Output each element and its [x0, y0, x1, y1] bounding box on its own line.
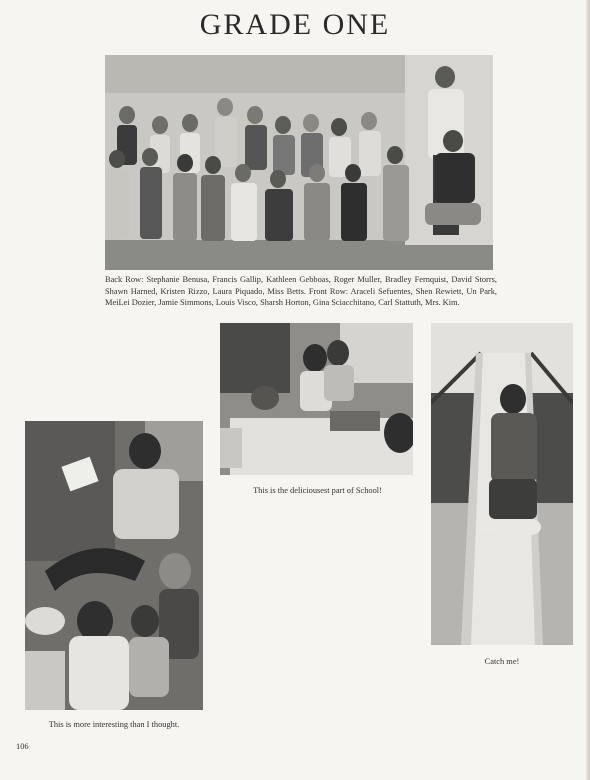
page-edge	[586, 0, 590, 780]
page-title: GRADE ONE	[199, 8, 391, 41]
class-group-photo	[105, 55, 493, 270]
class-photo-caption: Back Row: Stephanie Benusa, Francis Gallip, Kathleen Gebboas, Roger Muller, Bradley Fernquist, David Storrs, Shawn Harned, Kristen Rizzo, Laura Piquado, Miss Betts. Front Row: Araceli Sefuentes, Shen Rewiett, Un Park, MeiLei Dozier, Jamie Simmons, Louis Visco, Sharsh Horton, Gina Sciacchitano, Carl Stattuth, Mrs. Kim.	[105, 275, 497, 308]
page-number: 106	[16, 742, 29, 751]
lunch-photo-caption: This is the deliciousest part of School!	[253, 486, 382, 495]
slide-photo	[431, 323, 573, 645]
slide-photo-caption: Catch me!	[484, 657, 520, 666]
lunch-photo	[220, 323, 413, 475]
reading-photo-caption: This is more interesting than I thought.	[48, 720, 180, 729]
reading-photo	[25, 421, 203, 710]
